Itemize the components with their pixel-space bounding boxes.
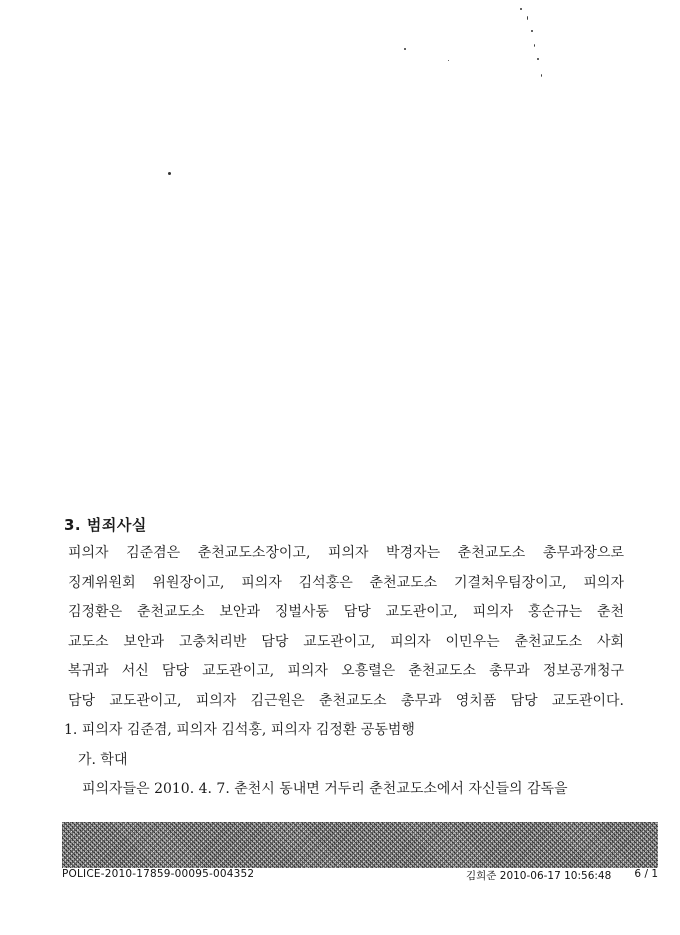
paragraph-line: 피의자들은 2010. 4. 7. 춘천시 동내면 거두리 춘천교도소에서 자신들의 감독을 [82, 781, 568, 797]
paragraph-line: 교도소 보안과 고충처리반 담당 교도관이고, 피의자 이민우는 춘천교도소 사회 [68, 633, 624, 650]
document-footer [62, 868, 660, 884]
document-body [64, 514, 624, 805]
paragraph-line: 피의자 김준겸은 춘천교도소장이고, 피의자 박경자는 춘천교도소 총무과장으로 [68, 545, 624, 561]
section-heading: 3. 범죄사실 [64, 516, 147, 534]
redaction-noise-bar [62, 822, 658, 868]
scan-speck [541, 74, 542, 77]
paragraph-line: 김정환은 춘천교도소 보안과 징벌사동 담당 교도관이고, 피의자 홍순규는 춘천 [68, 604, 624, 620]
scan-speck [168, 172, 171, 175]
numbered-item: 1. 피의자 김준겸, 피의자 김석홍, 피의자 김정환 공동범행 [64, 722, 415, 738]
sub-item-heading: 가. 학대 [78, 751, 128, 768]
scan-speck [404, 48, 406, 50]
scan-speck [537, 58, 539, 60]
scan-speck [527, 16, 528, 20]
scan-speck [531, 30, 533, 32]
page-number: 6 / 1 [634, 868, 658, 880]
scan-speck [448, 60, 449, 61]
paragraph-line: 복귀과 서신 담당 교도관이고, 피의자 오흥렬은 춘천교도소 총무과 정보공개청구 [68, 663, 624, 679]
scan-speck [520, 8, 522, 10]
paragraph-line: 담당 교도관이고, 피의자 김근원은 춘천교도소 총무과 영치품 담당 교도관이다. [68, 692, 624, 709]
scan-speck [534, 44, 535, 47]
facts-paragraph [64, 539, 624, 716]
paragraph-line: 징계위원회 위원장이고, 피의자 김석홍은 춘천교도소 기결처우팀장이고, 피의자 [68, 574, 624, 591]
footer-timestamp: 김희준 2010-06-17 10:56:48 [466, 870, 612, 882]
document-id: POLICE-2010-17859-00095-004352 [62, 868, 255, 880]
